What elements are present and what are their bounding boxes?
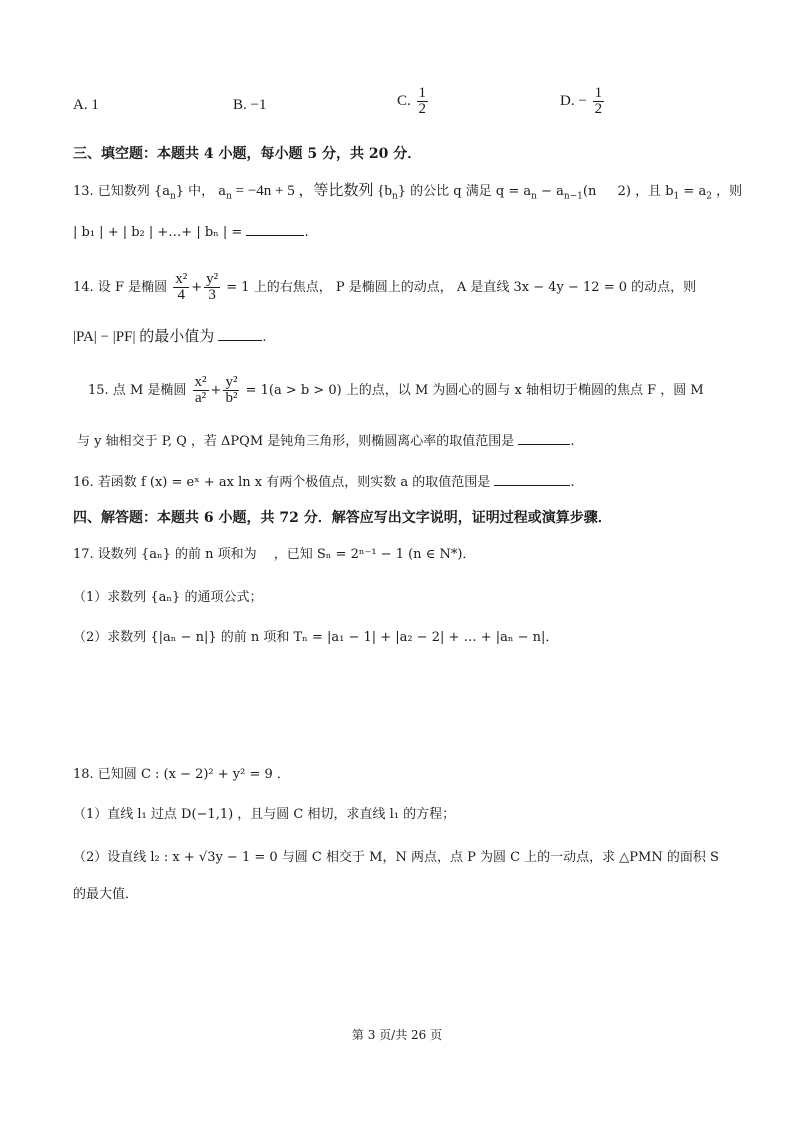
q13-part: − a [536,184,564,199]
q15-answer-blank [518,430,570,445]
option-d-numerator: 1 [594,85,603,101]
q13-stem [73,181,742,207]
option-a: A. 1 [73,97,99,113]
q13-sub: n−1 [563,191,583,202]
q13-sub: n [169,191,176,202]
q13-part: ，则 [711,184,743,199]
q13-sub: n [531,191,537,202]
q15-fraction-y [223,375,239,406]
q14-fraction-x [173,272,189,303]
q15-fraction-x [193,375,209,406]
q14-stem [73,272,696,303]
q14-expression: |PA| − |PF| 的最小值为 [73,329,215,345]
q14-part: 14. 设 F 是椭圆 [73,280,168,295]
q15-part: 15. 点 M 是椭圆 [88,383,187,398]
q15-stem [88,375,704,406]
q15-frac-num: x² [194,374,207,390]
q15-frac-den: b² [225,390,238,406]
option-d-denominator: 2 [594,101,603,117]
q15-frac-num: y² [225,374,238,390]
q14-line2: |PA| − |PF| 的最小值为 . [73,326,267,348]
q13-part: 13. 已知数列 {a [73,184,170,199]
q13-line2: | b₁ | + | b₂ | +…+ | bₙ | = . [73,221,309,243]
q13-answer-blank [246,221,304,236]
q13-sub: n [391,191,398,202]
q14-answer-blank [218,326,262,341]
q17-part1: （1）求数列 {aₙ} 的通项公式； [73,590,263,605]
option-c-numerator: 1 [418,85,427,101]
option-d-sign: − [578,92,587,109]
option-d-fraction [593,86,605,117]
q18-part1: （1）直线 l₁ 过点 D(−1,1) ，且与圆 C 相切，求直线 l₁ 的方程； [73,807,456,822]
q15-frac-den: a² [194,390,207,406]
q18-stem: 18. 已知圆 C : (x − 2)² + y² = 9 ． [73,767,290,782]
q14-frac-num: x² [175,271,188,287]
option-c-label: C. [397,92,411,109]
q15-plus: + [210,383,222,398]
q13-part: = −4n + 5 ，等比数列 {b [231,183,392,199]
q13-part: (n 2) ，且 b [582,184,674,199]
q18-part2: （2）设直线 l₂ : x + √3y − 1 = 0 与圆 C 相交于 M，N 两点，点 P 为圆 C 上的一动点，求 △PMN 的面积 S [73,850,719,865]
q14-fraction-y [204,272,220,303]
page-number: 第 3 页/共 26 页 [351,1028,443,1042]
q13-sub: 1 [673,191,680,202]
q14-part: = 1 上的右焦点， P 是椭圆上的动点， A 是直线 3x − 4y − 12 = 0 的动点，则 [226,280,697,295]
q14-frac-num: y² [206,271,219,287]
option-c [397,86,430,117]
q15-text: 与 y 轴相交于 P, Q ，若 ΔPQM 是钝角三角形，则椭圆离心率的取值范围是 [77,434,515,449]
q17-stem: 17. 设数列 {aₙ} 的前 n 项和为 ，已知 Sₙ = 2ⁿ⁻¹ − 1 (n ∈ N*)． [73,547,476,562]
q16-stem: 16. 若函数 f (x) = eˣ + ax ln x 有两个极值点，则实数 a 的取值范围是 . [73,471,575,493]
q16-answer-blank [494,471,570,486]
option-d [560,86,606,117]
option-d-label: D. [560,92,575,109]
q14-plus: + [191,280,203,295]
option-c-fraction [417,86,429,117]
q13-sum: | b₁ | + | b₂ | +…+ | bₙ | = [73,225,243,240]
q13-part: } 的公比 q 满足 q = a [397,184,532,199]
q13-part: } 中， a [175,184,227,199]
q17-part2: （2）求数列 {|aₙ − n|} 的前 n 项和 Tₙ = |a₁ − 1| + |a₂ − 2| + … + |aₙ − n|． [73,630,559,645]
q14-frac-den: 3 [208,287,216,303]
section4-title: 四、解答题：本题共 6 小题，共 72 分．解答应写出文字说明，证明过程或演算步骤． [73,510,612,526]
q15-line2: 与 y 轴相交于 P, Q ，若 ΔPQM 是钝角三角形，则椭圆离心率的取值范围是 . [77,430,575,452]
q13-sub: 2 [706,191,712,202]
q13-part: = a [679,184,707,199]
option-c-denominator: 2 [418,101,427,117]
option-b: B. −1 [233,97,267,113]
q13-sub: n [226,191,232,202]
q14-frac-den: 4 [177,287,185,303]
q15-part: = 1(a > b > 0) 上的点，以 M 为圆心的圆与 x 轴相切于椭圆的焦点 F ，圆 M [245,383,704,398]
q18-part2-continued: 的最大值． [73,887,139,902]
q16-text: 16. 若函数 f (x) = eˣ + ax ln x 有两个极值点，则实数 a 的取值范围是 [73,475,491,490]
section3-title: 三、填空题：本题共 4 小题，每小题 5 分，共 20 分． [73,146,422,162]
